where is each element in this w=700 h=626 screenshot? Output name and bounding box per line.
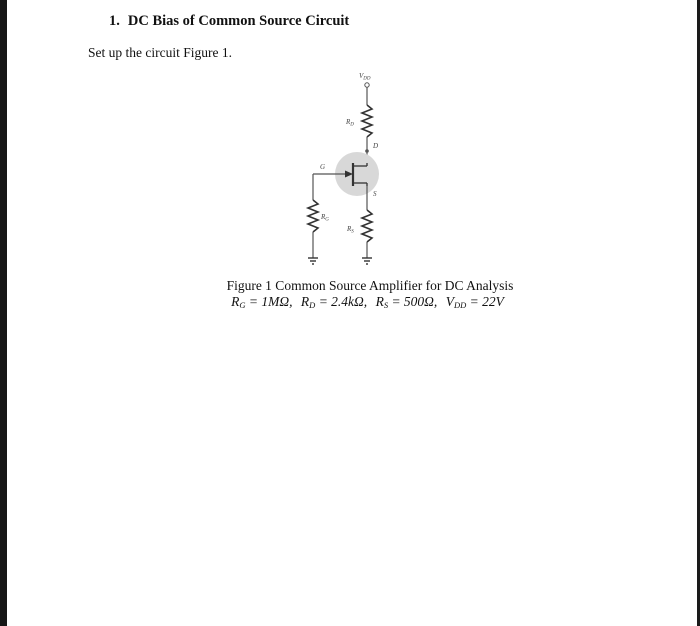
rd-label: $R_D$ xyxy=(346,118,354,128)
source-label: S xyxy=(373,190,377,198)
section-title: DC Bias of Common Source Circuit xyxy=(127,13,350,29)
figure-caption-values xyxy=(200,294,540,310)
drain-label: D xyxy=(373,142,379,150)
figure-caption-title: Figure 1 Common Source Amplifier for DC Analysis xyxy=(226,278,514,293)
rg-label: $R_G$ xyxy=(321,213,329,223)
rs-ground-symbol xyxy=(362,258,372,264)
rg-resistor xyxy=(308,200,318,232)
gate-label: G xyxy=(320,163,326,171)
vdd-terminal xyxy=(365,83,369,87)
rs-resistor xyxy=(362,210,372,242)
rg-ground-symbol xyxy=(308,258,318,264)
rs-label: $R_S$ xyxy=(347,225,354,235)
vdd-value: $V_{DD} = 22V$ xyxy=(445,294,504,310)
instruction-text: Set up the circuit Figure 1. xyxy=(88,45,232,60)
common-source-circuit-diagram xyxy=(300,68,395,273)
section-heading xyxy=(109,13,349,30)
section-number: 1. xyxy=(109,13,120,29)
rd-value: $R_D = 2.4k\Omega$, xyxy=(300,294,368,310)
page-left-edge xyxy=(0,0,7,626)
drain-node xyxy=(365,149,369,153)
rd-resistor xyxy=(362,105,372,137)
vdd-label: $V_{DD}$ xyxy=(359,72,371,82)
rg-value: $R_G = 1M\Omega$, xyxy=(231,294,293,310)
rs-value: $R_S = 500\Omega$, xyxy=(375,294,438,310)
